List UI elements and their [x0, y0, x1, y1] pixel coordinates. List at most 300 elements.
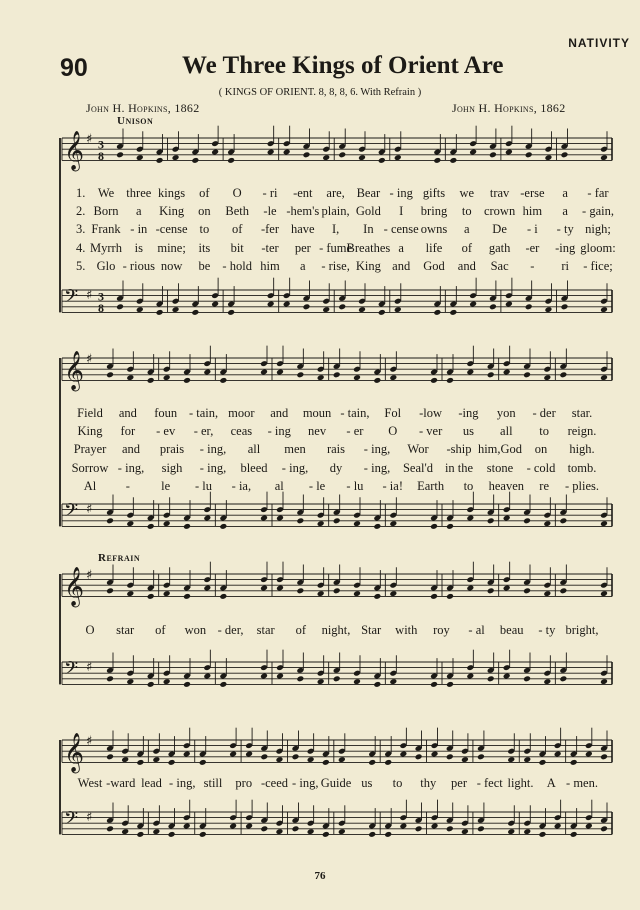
page-number: 76	[314, 870, 326, 882]
lyric-syllable: -le	[263, 204, 277, 219]
lyric-syllable: - er,	[193, 424, 214, 439]
lyric-line	[80, 623, 612, 639]
lyric-syllable: Gold	[355, 204, 381, 219]
note-head	[191, 157, 199, 164]
lyric-syllable: of	[155, 623, 166, 637]
lyric-syllable: sigh	[161, 460, 183, 475]
lyric-syllable: - ing	[267, 424, 291, 439]
note-head	[156, 157, 164, 164]
clef-symbol: 𝄞	[64, 350, 85, 391]
lyric-syllable: a	[398, 240, 404, 255]
lyric-syllable: on	[198, 204, 211, 219]
lyric-line	[77, 406, 612, 422]
lyric-syllable: al	[274, 478, 284, 493]
lyric-syllable: him,God	[477, 442, 523, 457]
lyric-syllable: a	[464, 222, 470, 237]
lyric-syllable: - ing,	[363, 442, 391, 457]
lyric-syllable: West	[77, 776, 103, 790]
lyric-syllable: of	[231, 222, 243, 237]
lyric-syllable: night,	[321, 623, 351, 637]
lyric-syllable: moor	[228, 406, 255, 420]
lyric-syllable: bright,	[565, 623, 599, 637]
lyric-syllable: Born	[93, 204, 119, 219]
note-head	[303, 151, 311, 158]
lyric-syllable: per	[451, 776, 467, 790]
note-head	[303, 303, 311, 310]
note-head	[523, 517, 531, 524]
lyric-syllable: to	[463, 478, 474, 493]
lyric-syllable: King	[159, 204, 185, 219]
note-head	[219, 681, 227, 688]
lyric-syllable: - le	[308, 478, 326, 493]
lyric-syllable: roy	[433, 623, 450, 637]
lyric-syllable: -er	[525, 240, 540, 255]
lyric-syllable: -hem's	[286, 204, 320, 219]
lyric-syllable: to	[461, 204, 472, 219]
lyric-line	[76, 258, 613, 275]
lyricist-credit: John H. Hopkins, 1862	[86, 101, 200, 115]
lyric-syllable: lead	[141, 776, 162, 790]
note-head	[260, 753, 268, 760]
note-head	[446, 377, 454, 384]
lyric-syllable: -	[530, 258, 535, 273]
note-head	[106, 587, 114, 594]
lyric-syllable: bit	[230, 240, 244, 255]
lyric-syllable: be	[198, 258, 211, 273]
note-head	[433, 157, 441, 164]
note-head	[227, 157, 235, 164]
clef-symbol: 𝄢	[64, 808, 79, 834]
note-head	[487, 517, 495, 524]
note-head	[106, 371, 114, 378]
note-head	[183, 377, 191, 384]
section-label: NATIVITY	[568, 36, 630, 50]
note-head	[539, 759, 547, 766]
note-head	[373, 681, 381, 688]
lyric-syllable: star.	[571, 406, 593, 420]
lyric-syllable: - lu	[195, 478, 213, 493]
note-head	[430, 523, 438, 530]
lyric-syllable: -cense	[155, 222, 188, 237]
lyric-line	[73, 442, 612, 458]
tune-meter-line: ( KINGS OF ORIENT. 8, 8, 8, 6. With Refrain )	[218, 87, 422, 98]
lyric-syllable: plain,	[321, 204, 350, 219]
lyric-syllable: life	[425, 240, 443, 255]
note-head	[292, 753, 300, 760]
lyric-syllable: of	[199, 186, 210, 200]
lyric-syllable: bring	[420, 204, 448, 219]
lyric-syllable: bleed	[240, 460, 268, 475]
sharp-sign: ♯	[86, 501, 93, 517]
lyric-syllable: -ter	[261, 240, 279, 255]
lyric-syllable: foun	[154, 406, 178, 420]
lyric-syllable: - ver	[418, 424, 443, 439]
note-head	[136, 759, 144, 766]
lyric-syllable: per	[294, 240, 311, 255]
lyric-syllable: and	[118, 406, 137, 420]
lyric-syllable: won	[184, 623, 207, 637]
lyric-syllable: God	[423, 258, 445, 273]
lyric-syllable: - der,	[217, 623, 244, 637]
lyric-syllable: -ship	[446, 442, 472, 457]
lyric-syllable: - ing,	[117, 460, 145, 475]
note-head	[227, 309, 235, 316]
note-head	[156, 309, 164, 316]
note-head	[333, 371, 341, 378]
lyric-syllable: - ing,	[281, 460, 309, 475]
verse-number: 3.	[76, 222, 86, 237]
lyric-syllable: pro	[235, 776, 253, 790]
note-head	[539, 831, 547, 838]
sharp-sign: ♯	[86, 568, 93, 584]
time-signature: 8	[98, 148, 104, 163]
lyric-syllable: - al	[468, 623, 485, 637]
lyric-syllable: gath	[488, 240, 511, 255]
lyric-syllable: - rious	[122, 258, 155, 273]
note-head	[338, 151, 346, 158]
lyric-syllable: - ing,	[292, 776, 319, 790]
note-head	[106, 753, 114, 760]
time-signature: 3	[98, 289, 104, 304]
lyric-syllable: of	[295, 623, 307, 637]
lyric-line	[77, 424, 612, 440]
lyric-syllable: have	[290, 222, 315, 237]
lyric-syllable: -fer	[260, 222, 280, 237]
lyric-syllable: nigh;	[585, 222, 611, 237]
lyric-syllable: reign.	[567, 424, 597, 439]
note-head	[106, 675, 114, 682]
lyric-syllable: - ia,	[231, 478, 252, 493]
lyric-syllable: - cense	[383, 222, 419, 237]
lyric-syllable: - ty	[556, 222, 574, 237]
lyric-syllable: Prayer	[73, 442, 107, 457]
lyric-syllable: star	[256, 623, 275, 637]
lyric-syllable: Myrrh	[90, 240, 122, 255]
note-head	[322, 831, 330, 838]
lyric-syllable: Sorrow	[71, 460, 109, 475]
note-head	[430, 593, 438, 600]
lyric-syllable: Frank	[91, 222, 121, 237]
lyric-syllable: O	[232, 186, 242, 200]
note-head	[600, 753, 608, 760]
lyric-line	[77, 776, 612, 792]
lyric-syllable: three	[126, 186, 152, 200]
lyric-syllable: him	[260, 258, 280, 273]
lyric-syllable: yon	[496, 406, 516, 420]
lyric-syllable: - fice;	[583, 258, 613, 273]
composer-credit: John H. Hopkins, 1862	[452, 101, 566, 115]
lyric-syllable: us	[462, 424, 475, 439]
lyric-syllable: beau	[499, 623, 524, 637]
note-head	[430, 377, 438, 384]
lyric-syllable: - men.	[566, 776, 598, 790]
note-head	[487, 675, 495, 682]
lyric-syllable: and	[457, 258, 476, 273]
lyric-syllable: -erse	[520, 186, 545, 200]
note-head	[219, 377, 227, 384]
note-head	[378, 157, 386, 164]
lyric-syllable: are,	[326, 186, 345, 200]
lyric-syllable: - ing,	[199, 460, 227, 475]
lyric-syllable: and	[270, 406, 289, 420]
lyric-syllable: all	[247, 442, 261, 457]
note-head	[333, 587, 341, 594]
lyric-syllable: high.	[569, 442, 595, 457]
lyric-syllable: - hold	[222, 258, 252, 273]
note-head	[333, 675, 341, 682]
note-head	[296, 371, 304, 378]
lyric-syllable: to	[199, 222, 210, 237]
note-head	[191, 309, 199, 316]
lyric-syllable: stone	[486, 460, 514, 475]
verse-number: 2.	[76, 204, 86, 219]
note-head	[446, 753, 454, 760]
note-head	[322, 759, 330, 766]
lyric-syllable: In	[363, 222, 374, 237]
lyric-syllable: - ing,	[363, 460, 391, 475]
hymn-number: 90	[60, 54, 88, 82]
lyric-syllable: le	[161, 478, 171, 493]
clef-symbol: 𝄢	[64, 500, 79, 526]
lyric-line	[76, 222, 612, 238]
note-head	[449, 309, 457, 316]
note-head	[600, 825, 608, 832]
time-signature: 8	[98, 300, 104, 315]
lyric-syllable: a	[300, 258, 306, 273]
lyric-syllable: Fol	[384, 406, 402, 420]
lyric-syllable: all	[500, 424, 513, 439]
note-head	[559, 517, 567, 524]
note-head	[446, 825, 454, 832]
lyric-syllable: Wor	[407, 442, 429, 457]
lyric-syllable: in the	[444, 460, 474, 475]
lyric-syllable: Earth	[417, 478, 445, 493]
note-head	[338, 303, 346, 310]
lyric-syllable: O	[85, 623, 95, 637]
lyric-syllable: Breathes	[346, 240, 391, 255]
lyric-syllable: gloom:	[580, 240, 616, 255]
note-head	[368, 759, 376, 766]
lyric-syllable: him	[522, 204, 543, 219]
lyric-syllable: - der	[532, 406, 556, 420]
clef-symbol: 𝄞	[64, 732, 85, 773]
lyric-syllable: - cold	[526, 460, 556, 475]
sharp-sign: ♯	[86, 132, 93, 148]
note-head	[449, 157, 457, 164]
lyric-syllable: Seal'd	[402, 460, 434, 475]
lyric-syllable: Sac	[490, 258, 509, 273]
lyric-syllable: - lu	[346, 478, 364, 493]
note-head	[106, 825, 114, 832]
lyric-syllable: a	[562, 204, 568, 219]
note-head	[378, 309, 386, 316]
note-head	[296, 517, 304, 524]
hymn-title: We Three Kings of Orient Are	[182, 52, 504, 79]
lyric-syllable: trav	[489, 186, 510, 200]
note-head	[446, 593, 454, 600]
note-head	[559, 675, 567, 682]
lyric-syllable: De	[492, 222, 507, 237]
note-head	[570, 759, 578, 766]
lyric-syllable: I,	[331, 222, 340, 237]
lyric-syllable: We	[97, 186, 115, 200]
clef-symbol: 𝄢	[64, 286, 79, 312]
note-head	[199, 831, 207, 838]
note-head	[415, 825, 423, 832]
lyric-syllable: -	[125, 478, 130, 493]
note-head	[199, 759, 207, 766]
lyric-syllable: kings	[158, 186, 186, 200]
note-head	[446, 681, 454, 688]
note-head	[183, 593, 191, 600]
note-head	[219, 593, 227, 600]
lyric-syllable: of	[461, 240, 473, 255]
note-head	[333, 517, 341, 524]
lyric-syllable: - gain,	[582, 204, 614, 219]
note-head	[168, 759, 176, 766]
note-head	[296, 587, 304, 594]
lyric-syllable: King	[77, 424, 103, 439]
lyric-syllable: I	[399, 204, 404, 219]
note-head	[430, 681, 438, 688]
note-head	[147, 523, 155, 530]
lyric-syllable: re	[539, 478, 549, 493]
clef-symbol: 𝄢	[64, 658, 79, 684]
note-head	[559, 371, 567, 378]
lyric-syllable: - fect	[476, 776, 503, 790]
lyric-syllable: mine;	[157, 240, 186, 255]
lyric-line	[76, 240, 616, 257]
lyric-syllable: - far	[587, 186, 609, 200]
note-head	[296, 675, 304, 682]
sharp-sign: ♯	[86, 352, 93, 368]
lyric-syllable: to	[392, 776, 403, 790]
refrain-marking: Refrain	[98, 552, 141, 564]
note-head	[559, 587, 567, 594]
lyric-syllable: -ing	[555, 240, 576, 255]
note-head	[561, 303, 569, 310]
note-head	[168, 831, 176, 838]
note-head	[292, 825, 300, 832]
note-head	[523, 371, 531, 378]
lyric-syllable: Beth	[225, 204, 249, 219]
note-head	[373, 377, 381, 384]
lyric-syllable: crown	[483, 204, 516, 219]
lyric-syllable: - tain,	[340, 406, 370, 420]
lyric-syllable: - er	[346, 424, 364, 439]
lyric-syllable: still	[203, 776, 223, 790]
note-head	[116, 303, 124, 310]
note-head	[147, 377, 155, 384]
note-head	[136, 831, 144, 838]
note-head	[523, 675, 531, 682]
lyric-syllable: a	[562, 186, 568, 200]
note-head	[415, 753, 423, 760]
lyric-syllable: us	[361, 776, 373, 790]
note-head	[487, 587, 495, 594]
note-head	[446, 523, 454, 530]
note-head	[183, 681, 191, 688]
lyric-line	[80, 479, 612, 495]
note-head	[570, 831, 578, 838]
note-head	[219, 523, 227, 530]
lyric-syllable: -ent	[293, 186, 313, 200]
lyric-syllable: for	[120, 424, 136, 439]
lyric-syllable: ceas	[230, 424, 253, 439]
note-head	[489, 151, 497, 158]
lyric-syllable: A	[546, 776, 556, 790]
lyric-syllable: O	[388, 424, 398, 439]
note-head	[487, 371, 495, 378]
lyric-syllable: to	[539, 424, 550, 439]
lyric-syllable: - ri	[262, 186, 278, 200]
lyric-syllable: with	[395, 623, 418, 637]
lyric-syllable: on	[534, 442, 548, 457]
lyric-syllable: nev	[308, 424, 327, 439]
lyric-syllable: -ing	[458, 406, 479, 420]
lyric-syllable: -ward	[106, 776, 136, 790]
clef-symbol: 𝄞	[64, 566, 85, 607]
lyric-syllable: men	[284, 442, 306, 457]
lyric-syllable: - rise,	[321, 258, 350, 273]
lyric-syllable: - plies.	[564, 478, 600, 493]
lyric-syllable: and	[392, 258, 411, 273]
lyric-syllable: thy	[420, 776, 437, 790]
lyric-syllable: - ing,	[169, 776, 196, 790]
note-head	[384, 831, 392, 838]
note-head	[561, 151, 569, 158]
lyric-syllable: we	[459, 186, 475, 200]
lyric-syllable: - i	[527, 222, 538, 237]
lyric-line	[76, 186, 612, 202]
lyric-syllable: dy	[329, 460, 343, 475]
lyric-syllable: owns	[420, 222, 448, 237]
sharp-sign: ♯	[86, 809, 93, 825]
lyric-syllable: gifts	[422, 186, 446, 200]
note-head	[489, 303, 497, 310]
note-head	[433, 309, 441, 316]
lyric-syllable: - ty	[538, 623, 556, 637]
lyric-line	[71, 460, 612, 477]
lyric-syllable: - ing	[389, 186, 413, 200]
note-head	[183, 523, 191, 530]
note-head	[373, 593, 381, 600]
note-head	[106, 517, 114, 524]
lyric-syllable: and	[121, 442, 141, 457]
time-signature: 3	[98, 137, 104, 152]
sharp-sign: ♯	[86, 659, 93, 675]
lyric-syllable: Al	[83, 478, 97, 493]
lyric-syllable: a	[136, 204, 142, 219]
note-head	[523, 587, 531, 594]
clef-symbol: 𝄞	[64, 130, 85, 171]
unison-marking: Unison	[117, 115, 154, 127]
lyric-syllable: Guide	[320, 776, 352, 790]
lyric-syllable: moun	[302, 406, 332, 420]
lyric-syllable: -ceed	[260, 776, 289, 790]
note-head	[477, 825, 485, 832]
note-head	[477, 753, 485, 760]
lyric-syllable: now	[160, 258, 183, 273]
verse-number: 5.	[76, 258, 86, 273]
note-head	[147, 593, 155, 600]
lyric-syllable: - tain,	[188, 406, 219, 420]
lyric-syllable: Glo	[96, 258, 116, 273]
lyric-syllable: - fume	[319, 240, 353, 255]
verse-number: 1.	[76, 186, 86, 200]
lyric-syllable: Star	[361, 623, 382, 637]
sharp-sign: ♯	[86, 287, 93, 303]
